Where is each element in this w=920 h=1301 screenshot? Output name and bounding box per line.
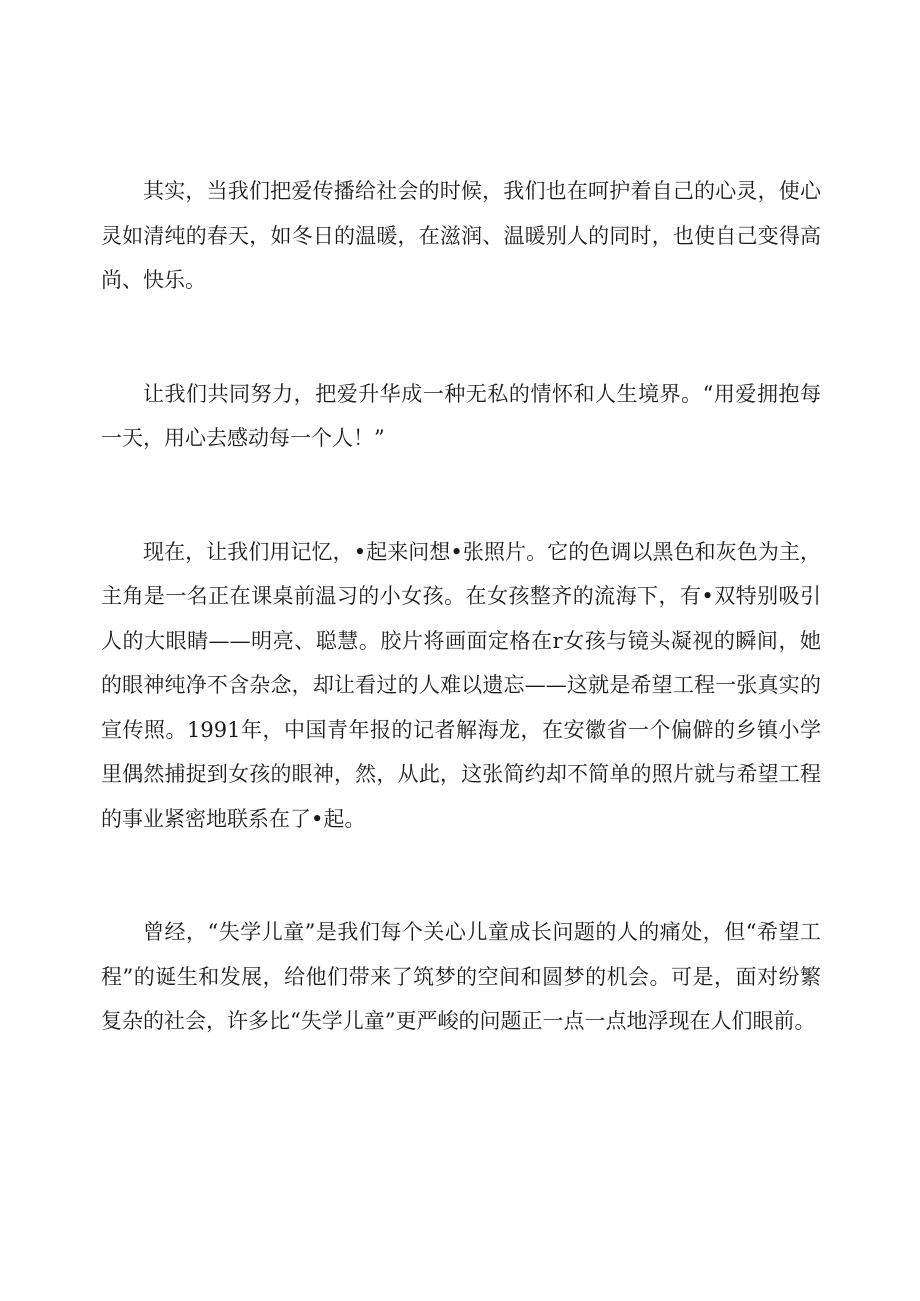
paragraph-2: 让我们共同努力，把爱升华成一种无私的情怀和人生境界。“用爱拥抱每一天，用心去感动每一个人！”	[101, 381, 821, 450]
document-body	[101, 169, 821, 1113]
paragraph-3: 现在，让我们用记忆，•起来问想•张照片。它的色调以黑色和灰色为主，主角是一名正在课桌前温习的小女孩。在女孩整齐的流海下，有•双特别吸引人的大眼睛——明亮、聪慧。胶片将画面定格在r女孩与镜头凝视的瞬间，她的眼神纯净不含杂念，却让看过的人难以遗忘——这就是希望工程一张真实的宣传照。1991年，中国青年报的记者解海龙，在安徽省一个偏僻的乡镇小学里偶然捕捉到女孩的眼神，然，从此，这张简约却不简单的照片就与希望工程的事业紧密地联系在了•起。	[101, 539, 821, 831]
paragraph-1: 其实，当我们把爱传播给社会的时候，我们也在呵护着自己的心灵，使心灵如清纯的春天，如冬日的温暖，在滋润、温暖别人的同时，也使自己变得高尚、快乐。	[101, 179, 821, 292]
paragraph-4: 曾经，“失学儿童”是我们每个关心儿童成长问题的人的痛处，但“希望工程”的诞生和发展，给他们带来了筑梦的空间和圆梦的机会。可是，面对纷繁复杂的社会，许多比“失学儿童”更严峻的问题正一点一点地浮现在人们眼前。	[101, 920, 821, 1033]
